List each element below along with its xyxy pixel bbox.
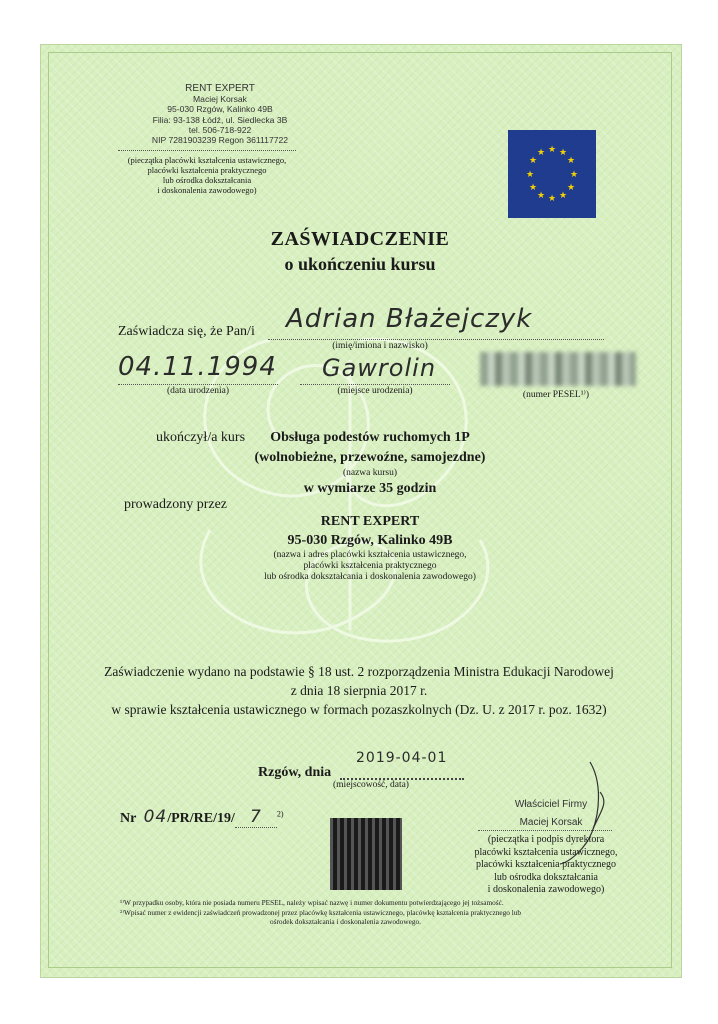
legal-basis-line: w sprawie kształcenia ustawicznego w formach pozaszkolnych (Dz. U. z 2017 r. poz. 1632) <box>111 702 607 717</box>
institution-stamp <box>138 84 302 145</box>
issue-date: 2019-04-01 <box>356 750 448 766</box>
provider-caption-line: (nazwa i adres placówki kształcenia ustawicznego, <box>273 550 467 560</box>
eu-flag-icon <box>508 130 596 218</box>
document-subtitle: o ukończeniu kursu <box>284 254 436 274</box>
footnote-2: ²⁾Wpisać numer z ewidencji zaświadczeń prowadzonej przez placówkę kształcenia ustawicznego, placówkę kształcenia praktycznego lub <box>120 907 522 917</box>
signature-caption-line: placówki kształcenia ustawicznego, <box>474 846 618 858</box>
birth-place-line <box>300 384 450 385</box>
course-name-line2: (wolnobieżne, przewoźne, samojezdne) <box>254 450 486 465</box>
signature-caption-line: (pieczątka i podpis dyrektora <box>487 834 605 845</box>
signature-caption <box>466 834 626 897</box>
svg-text:★: ★ <box>528 156 538 166</box>
issue-place-label: Rzgów, dnia <box>258 765 332 780</box>
conducted-by-label: prowadzony przez <box>124 497 228 512</box>
stamp-caption-line: (pieczątka placówki kształcenia ustawicznego, <box>127 155 287 165</box>
issue-date-caption: (miejscowość, data) <box>333 780 409 790</box>
number-prefix: Nr <box>120 811 137 826</box>
svg-text:★: ★ <box>528 183 538 193</box>
footnote-1: ¹⁾W przypadku osoby, która nie posiada numeru PESEL, należy wpisać nazwę i numer dokumentu potwierdzającego jej tożsamość. <box>120 898 504 907</box>
owner-stamp-line1: Właściciel Firmy <box>514 799 588 810</box>
signature-caption-line: placówki kształcenia praktycznego <box>476 859 616 870</box>
provider-caption-line: lub ośrodka dokształcania i doskonalenia zawodowego) <box>264 572 476 582</box>
course-name-caption: (nazwa kursu) <box>342 468 398 478</box>
signature-caption-line: i doskonalenia zawodowego) <box>487 884 605 895</box>
stamp-dotted-line <box>118 150 296 151</box>
birth-place: Gawrolin <box>322 354 437 382</box>
stamp-ids: NIP 7281903239 Regon 361117722 <box>151 135 289 146</box>
signature-caption-line: lub ośrodka dokształcania <box>494 871 598 883</box>
stamp-caption-line: i doskonalenia zawodowego) <box>157 185 257 195</box>
document-title: ZAŚWIADCZENIE <box>270 228 450 250</box>
signature-dotted-line <box>478 830 612 831</box>
provider-name: RENT EXPERT <box>320 514 420 529</box>
stamp-branch: Filia: 93-138 Łódź, ul. Siedlecka 3B <box>152 114 288 125</box>
course-duration: w wymiarze 35 godzin <box>303 481 437 496</box>
eu-stars-icon <box>508 130 596 218</box>
svg-text:★: ★ <box>558 148 568 158</box>
number-middle: /PR/RE/19/ <box>167 811 235 826</box>
provider-caption-line: placówki kształcenia praktycznego <box>303 561 437 571</box>
legal-basis-line: Zaświadczenie wydano na podstawie § 18 ust. 2 rozporządzenia Ministra Edukacji Narodowej <box>104 664 614 679</box>
svg-text:★: ★ <box>525 170 535 180</box>
birth-place-caption: (miejsce urodzenia) <box>337 386 413 396</box>
recipient-name: Adrian Błażejczyk <box>286 304 533 334</box>
footnotes <box>120 898 620 927</box>
recipient-prefix: Zaświadcza się, że Pan/i <box>118 324 255 339</box>
birth-date-caption: (data urodzenia) <box>167 386 229 396</box>
pesel-redacted <box>480 352 636 386</box>
stamp-name: RENT EXPERT <box>185 83 255 94</box>
recipient-name-caption: (imię/imiona i nazwisko) <box>332 341 428 351</box>
stamp-caption-line: lub ośrodka dokształcania <box>162 175 252 185</box>
hologram-sticker <box>330 818 402 890</box>
certificate-number <box>120 807 284 828</box>
svg-text:★: ★ <box>547 194 557 204</box>
course-prefix: ukończył/a kurs <box>156 430 246 445</box>
svg-text:★: ★ <box>547 145 557 155</box>
provider-caption <box>230 550 510 583</box>
svg-text:★: ★ <box>569 170 579 180</box>
stamp-phone: tel. 506-718-922 <box>188 124 252 135</box>
stamp-person: Maciej Korsak <box>193 94 247 105</box>
recipient-name-line <box>268 339 604 340</box>
stamp-caption <box>100 155 314 195</box>
birth-date-line <box>118 384 278 385</box>
provider-address: 95-030 Rzgów, Kalinko 49B <box>287 533 453 548</box>
legal-basis <box>50 662 668 719</box>
course-name-line1: Obsługa podestów ruchomych 1P <box>270 430 470 445</box>
number-handwritten-part1: 04 <box>143 807 168 827</box>
svg-text:★: ★ <box>536 191 546 201</box>
birth-date: 04.11.1994 <box>118 352 277 382</box>
svg-text:★: ★ <box>566 156 576 166</box>
legal-basis-line: z dnia 18 sierpnia 2017 r. <box>290 683 428 698</box>
svg-text:★: ★ <box>566 183 576 193</box>
stamp-caption-line: placówki kształcenia praktycznego <box>147 165 267 175</box>
number-footnote-mark: 2) <box>276 809 284 819</box>
owner-stamp-line2: Maciej Korsak <box>519 817 583 828</box>
svg-text:★: ★ <box>536 148 546 158</box>
pesel-caption: (numer PESEL¹⁾) <box>522 390 590 400</box>
svg-text:★: ★ <box>558 191 568 201</box>
stamp-address: 95-030 Rzgów, Kalinko 49B <box>167 104 273 115</box>
footnote-2-continued: ośrodek dokształcania i doskonalenia zawodowego. <box>270 917 421 926</box>
owner-stamp <box>506 796 596 832</box>
number-handwritten-part2: 7 <box>235 807 277 828</box>
